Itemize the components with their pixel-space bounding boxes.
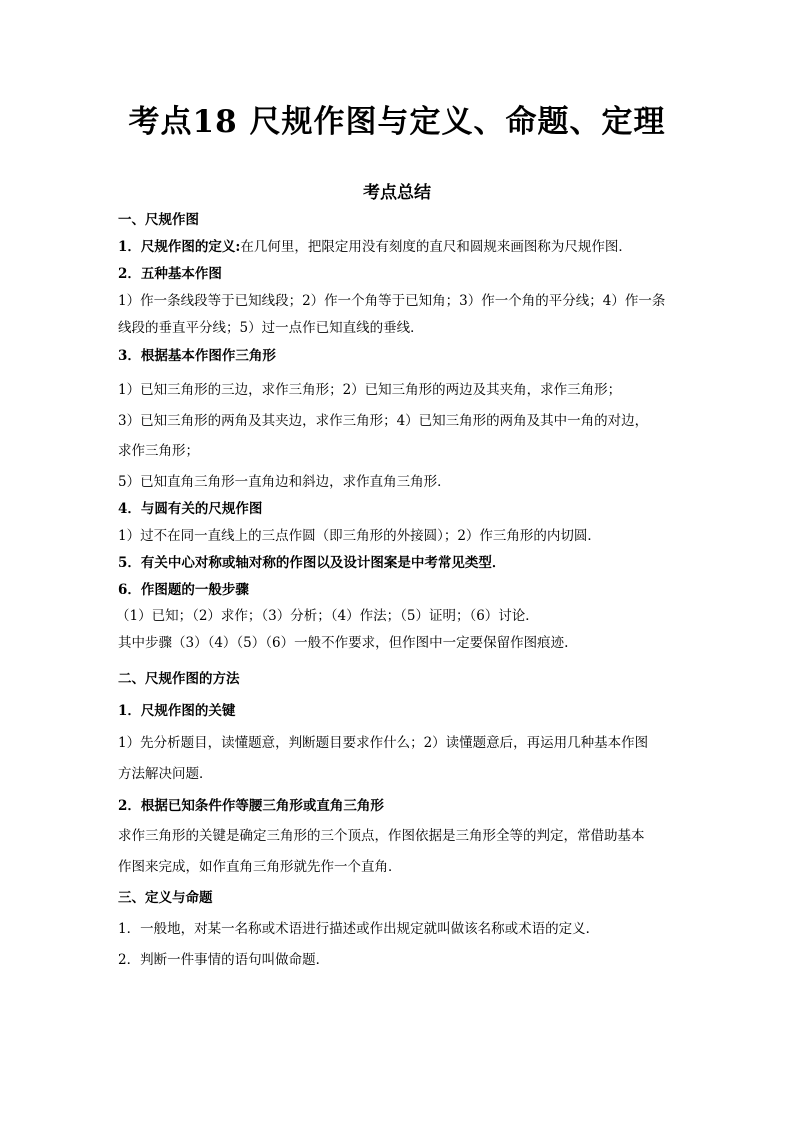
paragraph-line: 作图来完成，如作直角三角形就先作一个直角．: [118, 859, 402, 875]
paragraph-definition: [118, 237, 688, 257]
heading-general-steps: 6．作图题的一般步骤: [118, 582, 249, 598]
definition-text: 在几何里，把限定用没有刻度的直尺和圆规来画图称为尺规作图．: [240, 239, 632, 255]
heading-five-constructions: 2．五种基本作图: [118, 266, 222, 282]
heading-section-2: 二、尺规作图的方法: [118, 671, 240, 687]
paragraph-line: 其中步骤（3）（4）（5）（6）一般不作要求，但作图中一定要保留作图痕迹.: [118, 635, 569, 651]
heading-special-triangles: 2．根据已知条件作等腰三角形或直角三角形: [118, 798, 384, 814]
heading-section-3: 三、定义与命题: [118, 890, 213, 906]
paragraph-line: 1）已知三角形的三边，求作三角形；2）已知三角形的两边及其夹角，求作三角形；: [118, 382, 622, 398]
paragraph-line: 5）已知直角三角形一直角边和斜边，求作直角三角形．: [118, 474, 451, 490]
paragraph-line: 2．判断一件事情的语句叫做命题．: [118, 952, 330, 968]
paragraph-line: 方法解决问题．: [118, 766, 213, 782]
section-subtitle: 考点总结: [363, 183, 431, 203]
page-title: 考点18 尺规作图与定义、命题、定理: [128, 104, 666, 140]
paragraph-line: （1）已知；（2）求作；（3）分析；（4）作法；（5）证明；（6）讨论．: [116, 608, 539, 624]
heading-triangle-construction: 3．根据基本作图作三角形: [118, 348, 276, 364]
paragraph-line: 3）已知三角形的两角及其夹边，求作三角形；4）已知三角形的两角及其中一角的对边，: [118, 413, 649, 429]
heading-symmetry: 5．有关中心对称或轴对称的作图以及设计图案是中考常见类型．: [118, 555, 506, 571]
paragraph-line: 求作三角形；: [118, 443, 199, 459]
paragraph-line: 求作三角形的关键是确定三角形的三个顶点，作图依据是三角形全等的判定，常借助基本: [118, 828, 645, 844]
paragraph-line: 1）作一条线段等于已知线段；2）作一个角等于已知角；3）作一个角的平分线；4）作一条: [118, 293, 666, 309]
paragraph-line: 线段的垂直平分线；5）过一点作已知直线的垂线．: [118, 320, 424, 336]
heading-key-points: 1．尺规作图的关键: [118, 703, 236, 719]
heading-circle-construction: 4．与圆有关的尺规作图: [118, 501, 263, 517]
paragraph-line: 1）先分析题目，读懂题意，判断题目要求作什么；2）读懂题意后，再运用几种基本作图: [118, 735, 649, 751]
paragraph-line: 1．一般地，对某一名称或术语进行描述或作出规定就叫做该名称或术语的定义．: [118, 921, 600, 937]
definition-label: 1．尺规作图的定义:: [118, 239, 241, 255]
paragraph-line: 1）过不在同一直线上的三点作圆（即三角形的外接圆）；2）作三角形的内切圆．: [118, 528, 601, 544]
heading-section-1: 一、尺规作图: [118, 212, 199, 228]
